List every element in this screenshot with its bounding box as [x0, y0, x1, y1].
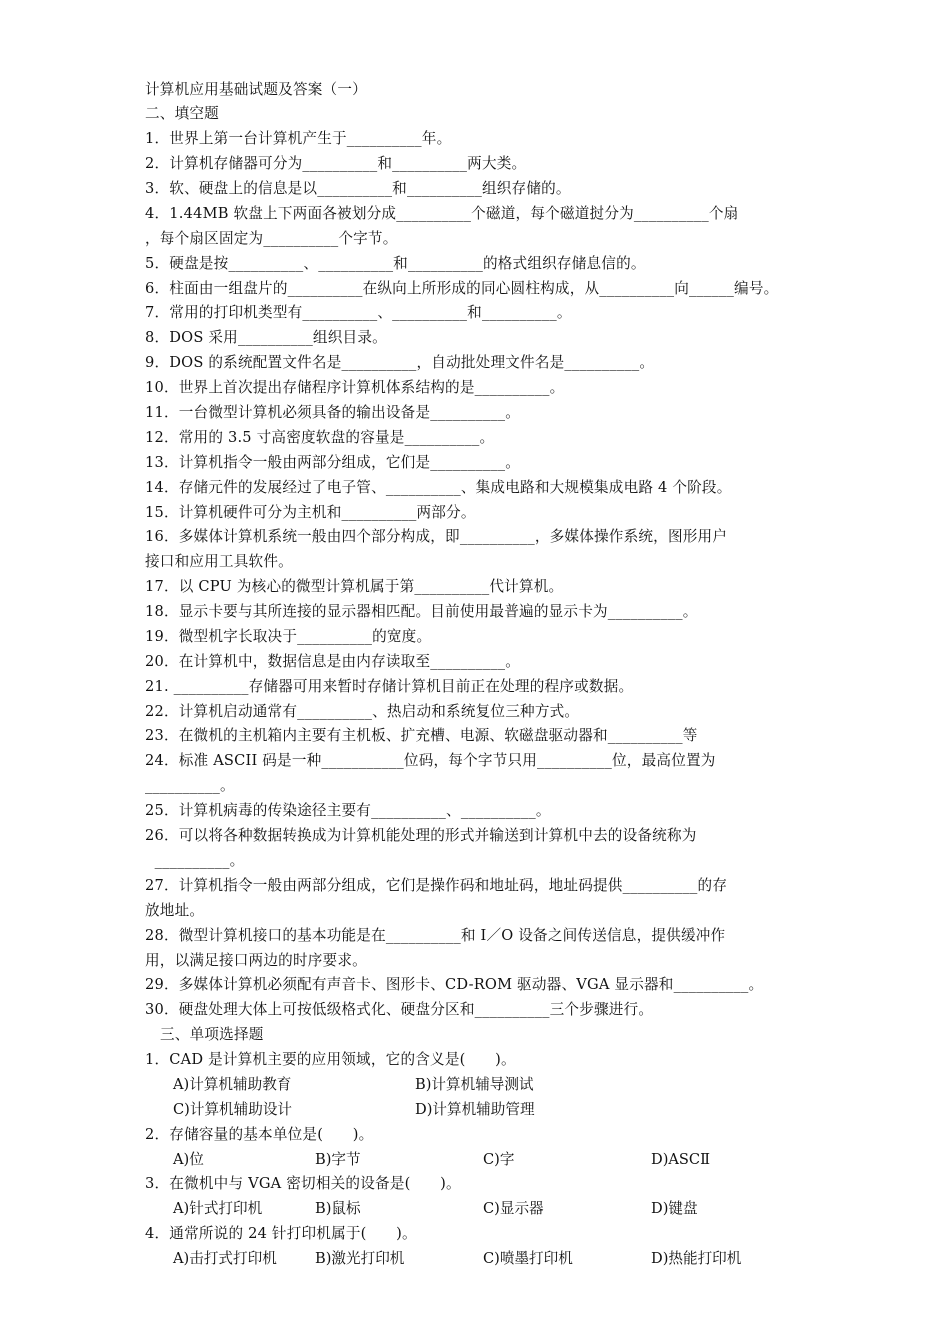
choice-question: 1．CAD 是计算机主要的应用领域，它的含义是( )。: [145, 1051, 516, 1068]
fill-question: 12．常用的 3.5 寸高密度软盘的容量是__________。: [145, 429, 495, 446]
fill-question: 1．世界上第一台计算机产生于__________年。: [145, 130, 452, 147]
choice-option: C)喷墨打印机: [483, 1250, 573, 1267]
fill-question-continuation: 用，以满足接口两边的时序要求。: [145, 952, 367, 969]
fill-question: 8．DOS 采用__________组织目录。: [145, 329, 387, 346]
fill-question: 24．标准 ASCII 码是一种___________位码，每个字节只用__________位，最高位置为: [145, 752, 716, 769]
fill-question: 28．微型计算机接口的基本功能是在__________和 I／O 设备之间传送信息，提供缓冲作: [145, 927, 726, 944]
choice-option: D)ASCⅡ: [651, 1151, 711, 1168]
choice-option: D)键盘: [651, 1200, 698, 1217]
choice-option: A)计算机辅助教育: [173, 1076, 292, 1093]
fill-question: 15．计算机硬件可分为主机和__________两部分。: [145, 504, 476, 521]
choice-option: D)热能打印机: [651, 1250, 742, 1267]
fill-question: 17．以 CPU 为核心的微型计算机属于第__________代计算机。: [145, 578, 564, 595]
fill-question: 30．硬盘处理大体上可按低级格式化、硬盘分区和__________三个步骤进行。: [145, 1001, 654, 1018]
document-title: 计算机应用基础试题及答案（一）: [145, 81, 367, 98]
section-heading-fill: 二、填空题: [145, 105, 219, 122]
fill-question: 18．显示卡要与其所连接的显示器相匹配。目前使用最普遍的显示卡为__________。: [145, 603, 698, 620]
fill-question: 10．世界上首次提出存储程序计算机体系结构的是__________。: [145, 379, 565, 396]
fill-question: 14．存储元件的发展经过了电子管、__________、集成电路和大规模集成电路 4 个阶段。: [145, 479, 732, 496]
fill-question: 22．计算机启动通常有__________、热启动和系统复位三种方式。: [145, 703, 580, 720]
fill-question: 27．计算机指令一般由两部分组成，它们是操作码和地址码，地址码提供__________的存: [145, 877, 728, 894]
fill-question-continuation: __________。: [145, 852, 245, 869]
fill-question: 7．常用的打印机类型有__________、__________和__________。: [145, 304, 572, 321]
fill-question: 3．软、硬盘上的信息是以__________和__________组织存储的。: [145, 180, 571, 197]
choice-option: C)字: [483, 1151, 515, 1168]
fill-question: 16．多媒体计算机系统一般由四个部分构成，即__________，多媒体操作系统，图形用户: [145, 528, 728, 545]
fill-question: 2．计算机存储器可分为__________和__________两大类。: [145, 155, 527, 172]
choice-question: 3．在微机中与 VGA 密切相关的设备是( )。: [145, 1175, 461, 1192]
fill-question-continuation: 放地址。: [145, 902, 205, 919]
fill-question: 13．计算机指令一般由两部分组成，它们是__________。: [145, 454, 521, 471]
choice-option: D)计算机辅助管理: [415, 1101, 535, 1118]
fill-question: 21. __________存储器可用来暂时存储计算机目前正在处理的程序或数据。: [145, 678, 634, 695]
fill-question: 19．微型机字长取决于__________的宽度。: [145, 628, 432, 645]
fill-question: 11．一台微型计算机必须具备的输出设备是__________。: [145, 404, 521, 421]
choice-question: 2．存储容量的基本单位是( )。: [145, 1126, 374, 1143]
fill-question: 26．可以将各种数据转换成为计算机能处理的形式并输送到计算机中去的设备统称为: [145, 827, 697, 844]
choice-option: B)激光打印机: [315, 1250, 405, 1267]
fill-question-continuation: __________。: [145, 777, 235, 794]
fill-question: 4．1.44MB 软盘上下两面各被划分成__________个磁道，每个磁道挝分为__________个扇: [145, 205, 739, 222]
choice-option: A)击打式打印机: [173, 1250, 277, 1267]
fill-question: 29．多媒体计算机必须配有声音卡、图形卡、CD-ROM 驱动器、VGA 显示器和__________。: [145, 976, 764, 993]
choice-option: B)鼠标: [315, 1200, 361, 1217]
fill-question: 6．柱面由一组盘片的__________在纵向上所形成的同心圆柱构成，从__________向______编号。: [145, 280, 779, 297]
choice-option: B)字节: [315, 1151, 361, 1168]
fill-question: 20．在计算机中，数据信息是由内存读取至__________。: [145, 653, 521, 670]
choice-option: A)位: [173, 1151, 204, 1168]
section-heading-choice: 三、单项选择题: [160, 1026, 264, 1043]
choice-option: C)计算机辅助设计: [173, 1101, 293, 1118]
choice-option: B)计算机辅导测试: [415, 1076, 534, 1093]
choice-question: 4．通常所说的 24 针打印机属于( )。: [145, 1225, 417, 1242]
fill-question: 25．计算机病毒的传染途径主要有__________、__________。: [145, 802, 551, 819]
fill-question: 23．在微机的主机箱内主要有主机板、扩充槽、电源、软磁盘驱动器和__________等: [145, 727, 698, 744]
fill-question: 5．硬盘是按__________、__________和__________的格式组织存储息信的。: [145, 255, 646, 272]
fill-question-continuation: ，每个扇区固定为__________个字节。: [145, 230, 398, 247]
choice-option: A)针式打印机: [173, 1200, 263, 1217]
fill-question: 9．DOS 的系统配置文件名是__________，自动批处理文件名是__________。: [145, 354, 655, 371]
choice-option: C)显示器: [483, 1200, 544, 1217]
fill-question-continuation: 接口和应用工具软件。: [145, 553, 293, 570]
